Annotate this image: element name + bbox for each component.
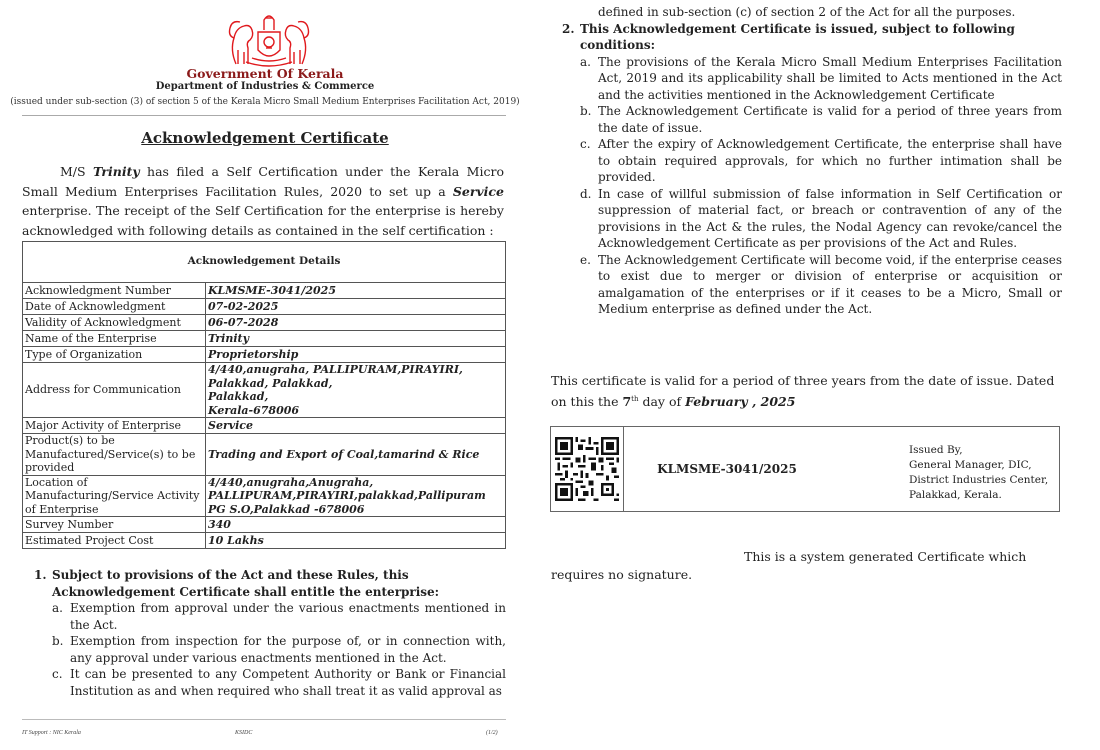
row-value: Trading and Export of Coal,tamarind & Rice bbox=[206, 434, 506, 476]
row-label: Address for Communication bbox=[23, 363, 206, 418]
table-row bbox=[23, 533, 506, 549]
issuer-stamp-box bbox=[550, 426, 1060, 512]
validity-text: This certificate is valid for a period of three years from the date of issue. Dated on this the bbox=[551, 373, 1055, 410]
subclause-text: The provisions of the Kerala Micro Small Medium Enterprises Facilitation Act, 2019 and its applicability shall be limited to Acts mentioned in the Act and the activities mentioned in the Acknowledgement Certificate bbox=[598, 54, 1062, 102]
issuer-office: District Industries Center, bbox=[909, 474, 1049, 486]
subclause-text: The Acknowledgement Certificate is valid for a period of three years from the date of issue. bbox=[598, 104, 1062, 135]
subclause-text: After the expiry of Acknowledgement Certificate, the enterprise shall have to obtain required approvals, for which no further intimation shall be provided. bbox=[598, 137, 1062, 184]
intro-suffix: enterprise. The receipt of the Self Certification for the enterprise is hereby acknowledged with following details as contained in the self certification : bbox=[22, 203, 504, 238]
kerala-state-emblem-icon bbox=[224, 6, 314, 70]
subclause-text: It can be presented to any Competent Authority or Bank or Financial Institution as and when required who shall treat it as valid approval as bbox=[70, 667, 506, 698]
certificate-page-1 bbox=[0, 0, 530, 750]
footer-ksidc: KSIDC bbox=[235, 730, 253, 736]
issued-by-block bbox=[830, 427, 1059, 511]
clause-text: This Acknowledgement Certificate is issued, subject to following conditions: bbox=[580, 21, 1015, 52]
table-row bbox=[23, 283, 506, 299]
clause-1c bbox=[52, 666, 506, 699]
row-label: Type of Organization bbox=[23, 347, 206, 363]
issuer-location: Palakkad, Kerala. bbox=[909, 489, 1002, 501]
row-label: Estimated Project Cost bbox=[23, 533, 206, 549]
row-label: Acknowledgment Number bbox=[23, 283, 206, 299]
row-label: Location of Manufacturing/Service Activity of Enterprise bbox=[23, 475, 206, 517]
table-row bbox=[23, 418, 506, 434]
clause-1c-continuation: defined in sub-section (c) of section 2 of the Act for all the purposes. bbox=[598, 5, 1016, 19]
issue-month-year: February , 2025 bbox=[685, 394, 796, 410]
row-label: Major Activity of Enterprise bbox=[23, 418, 206, 434]
conditions-clauses bbox=[562, 4, 1062, 318]
header-divider bbox=[22, 115, 506, 116]
clause-2 bbox=[562, 21, 1062, 54]
row-label: Survey Number bbox=[23, 517, 206, 533]
validity-statement bbox=[551, 372, 1061, 411]
subclause-letter: d. bbox=[580, 186, 592, 201]
subclause-letter: b. bbox=[580, 104, 592, 118]
enterprise-activity: Service bbox=[452, 183, 504, 199]
row-value: KLMSME-3041/2025 bbox=[206, 283, 506, 299]
intro-paragraph bbox=[22, 162, 504, 240]
qr-code-icon[interactable] bbox=[555, 437, 619, 501]
clause-2b bbox=[580, 103, 1062, 136]
issuer-designation: General Manager, DIC, bbox=[909, 459, 1032, 471]
enterprise-name: Trinity bbox=[93, 164, 140, 179]
address-line: Palakkad, Palakkad, bbox=[208, 376, 333, 390]
intro-middle: has filed a Self Certification under the Kerala Micro Small Medium Enterprises Facilitation Rules, 2020 to set up a bbox=[22, 164, 504, 199]
row-value: 340 bbox=[206, 517, 506, 533]
table-row bbox=[23, 299, 506, 315]
issue-day: 7 bbox=[622, 394, 632, 410]
day-of-text: day of bbox=[638, 394, 686, 410]
qr-cell bbox=[551, 427, 624, 511]
table-row bbox=[23, 517, 506, 533]
subclause-text: The Acknowledgement Certificate will become void, if the enterprise ceases to exist due to merger or division of enterprise or acquisition or amalgamation of the enterprises or if it ceases to be a Micro, Small or Medium enterprise as defined under the Act. bbox=[598, 252, 1062, 316]
clause-2d bbox=[580, 186, 1062, 252]
system-generated-note bbox=[551, 548, 1051, 584]
clause-2c bbox=[580, 136, 1062, 186]
subclause-letter: b. bbox=[52, 634, 64, 648]
details-heading: Acknowledgement Details bbox=[23, 242, 506, 283]
row-value: Service bbox=[206, 418, 506, 434]
system-note-line1: This is a system generated Certificate which bbox=[744, 549, 1027, 564]
clause-1a bbox=[52, 600, 506, 633]
row-value: Proprietorship bbox=[206, 347, 506, 363]
subclause-letter: c. bbox=[52, 667, 63, 681]
row-value: 4/440,anugraha,Anugraha, PALLIPURAM,PIRAYIRI,palakkad,Pallipuram PG S.O,Palakkad -678006 bbox=[206, 475, 506, 517]
footer-page-number: (1/2) bbox=[486, 730, 498, 736]
intro-prefix: M/S bbox=[60, 164, 93, 179]
footer-divider bbox=[22, 719, 506, 720]
subclause-letter: a. bbox=[52, 601, 63, 615]
table-row bbox=[23, 315, 506, 331]
clause-1b bbox=[52, 633, 506, 666]
clause-number: 2. bbox=[562, 21, 575, 36]
row-value: 06-07-2028 bbox=[206, 315, 506, 331]
government-title: Government Of Kerala bbox=[186, 66, 344, 81]
department-title: Department of Industries & Commerce bbox=[155, 81, 375, 92]
row-label: Validity of Acknowledgment bbox=[23, 315, 206, 331]
subclause-text: In case of willful submission of false information in Self Certification or suppression of material fact, or breach or contravention of any of the provisions in the Act & the rules, the Nodal Agency can revoke/cancel the Acknowledgement Certificate as per provisions of the Act and Rules. bbox=[598, 186, 1062, 250]
entitlement-clauses bbox=[34, 567, 506, 699]
table-row bbox=[23, 363, 506, 418]
address-line: 4/440,anugraha, PALLIPURAM,PIRAYIRI, bbox=[208, 363, 463, 376]
row-value: 07-02-2025 bbox=[206, 299, 506, 315]
table-row bbox=[23, 331, 506, 347]
subclause-text: Exemption from approval under the various enactments mentioned in the Act. bbox=[70, 601, 506, 632]
clause-number: 1. bbox=[34, 568, 47, 582]
table-row bbox=[23, 434, 506, 476]
row-label: Date of Acknowledgment bbox=[23, 299, 206, 315]
stamp-ack-number: KLMSME-3041/2025 bbox=[657, 462, 797, 476]
row-value: Trinity bbox=[206, 331, 506, 347]
day-suffix: th bbox=[631, 395, 639, 403]
subclause-letter: c. bbox=[580, 137, 591, 151]
certificate-title: Acknowledgement Certificate bbox=[141, 129, 389, 147]
address-value bbox=[206, 363, 506, 418]
issued-under-note: (issued under sub-section (3) of section 5 of the Kerala Micro Small Medium Enterprises Facilitation Act, 2019) bbox=[10, 97, 520, 107]
address-line: Palakkad, bbox=[208, 390, 269, 403]
subclause-letter: e. bbox=[580, 252, 591, 267]
clause-1 bbox=[34, 567, 506, 600]
acknowledgement-details-table bbox=[22, 241, 506, 549]
table-row bbox=[23, 475, 506, 517]
system-note-line2: requires no signature. bbox=[551, 567, 693, 582]
subclause-text: Exemption from inspection for the purpose of, or in connection with, any approval under various enactments mentioned in the Act. bbox=[70, 634, 506, 665]
clause-2a bbox=[580, 54, 1062, 104]
subclause-letter: a. bbox=[580, 54, 591, 69]
row-label: Product(s) to be Manufactured/Service(s) to be provided bbox=[23, 434, 206, 476]
row-label: Name of the Enterprise bbox=[23, 331, 206, 347]
certificate-page-2 bbox=[530, 0, 1100, 750]
clause-text: Subject to provisions of the Act and these Rules, this Acknowledgement Certificate shall entitle the enterprise: bbox=[52, 568, 440, 599]
footer-it-support: IT Support : NIC Kerala bbox=[22, 730, 81, 736]
row-value: 10 Lakhs bbox=[206, 533, 506, 549]
address-line: Kerala-678006 bbox=[208, 403, 300, 417]
issued-by-label: Issued By, bbox=[909, 444, 963, 456]
table-row bbox=[23, 347, 506, 363]
clause-2e bbox=[580, 252, 1062, 318]
